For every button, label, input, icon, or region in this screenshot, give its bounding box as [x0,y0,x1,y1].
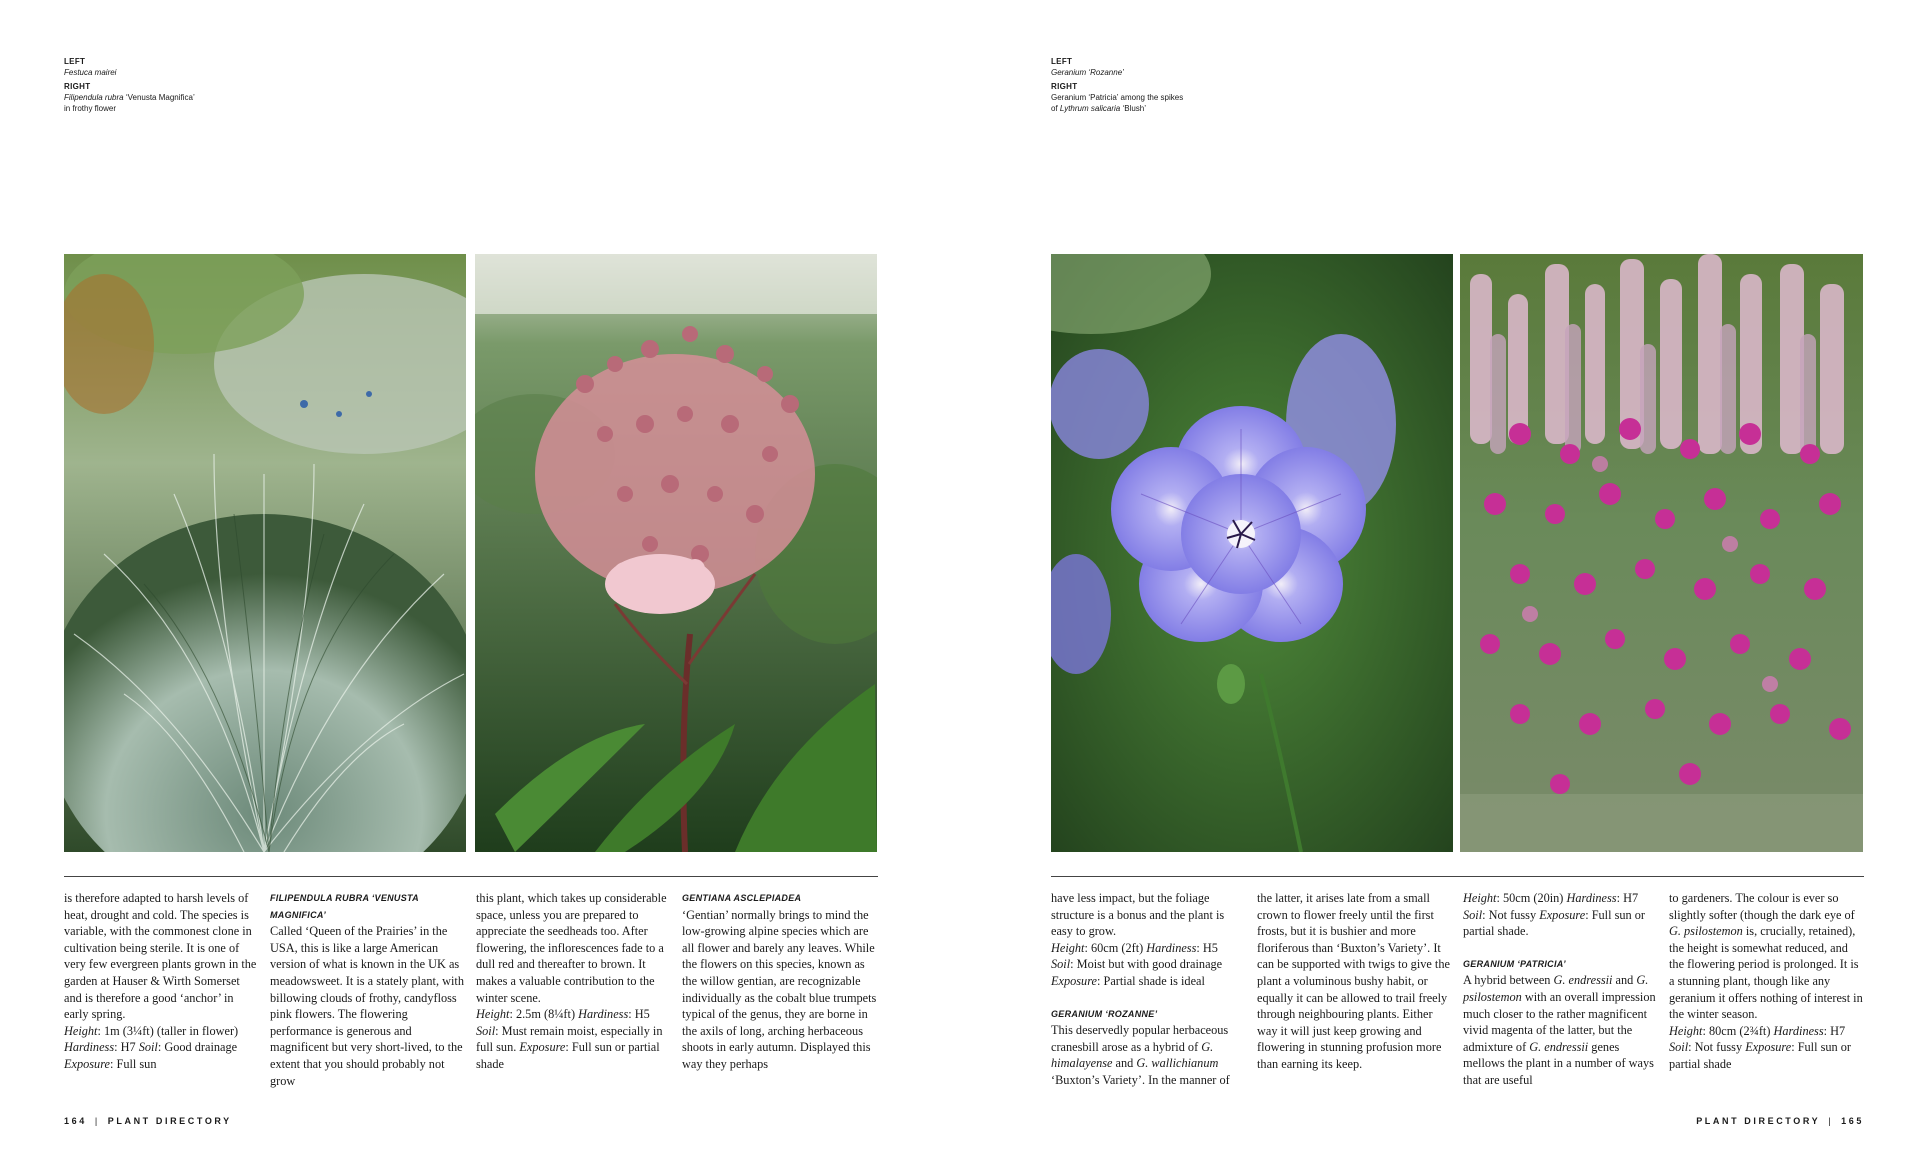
festuca-illustration [64,254,466,852]
patricia-body: A hybrid between G. endressii and G. psilostemon with an overall impression much closer to the rather magnificent vivid magenta of the latter, but the admixture of G. endressii genes mellows the plant in a number of ways that are useful [1463,973,1656,1087]
filipendula-heading: FILIPENDULA RUBRA ‘VENUSTA MAGNIFICA’ [270,893,419,920]
left-page-captions [64,56,195,117]
photo-geranium-rozanne [1051,254,1453,852]
left-col-2 [270,890,466,1089]
right-page [960,0,1920,1173]
filipendula-body-cont: this plant, which takes up considerable space, unless you are prepared to appreciate the seedheads too. After flowering, the inflorescences fade to a dull red and thereafter to brown. It makes a valuable contribution to the winter scene. [476,891,667,1005]
left-folio: 164 | PLANT DIRECTORY [64,1116,232,1126]
patricia-heading: GERANIUM ‘PATRICIA’ [1463,958,1566,969]
right-col-1 [1051,890,1247,1089]
photo-festuca [64,254,466,852]
right-col-4 [1669,890,1865,1073]
gentiana-specs: Height: 60cm (2ft) Hardiness: H5 Soil: Moist but with good drainage Exposure: Partial shade is ideal [1051,940,1223,988]
right-page-captions [1051,56,1183,117]
rozanne-body: This deservedly popular herbaceous cranesbill arose as a hybrid of G. himalayense and G. wallichianum ‘Buxton’s Variety’. In the manner of [1051,1023,1230,1087]
caption-label-right: RIGHT [1051,82,1078,91]
right-folio: PLANT DIRECTORY | 165 [1696,1116,1864,1126]
rozanne-illustration [1051,254,1453,852]
running-title-left: PLANT DIRECTORY [107,1116,232,1126]
festuca-body: is therefore adapted to harsh levels of heat, drought and cold. The species is variable, with the commonest clone in cultivation being sterile. It is one of very few evergreen plants grown in the garden at Hauser & Wirth Somerset and is therefore a good ‘anchor’ in early spring. [64,891,257,1022]
left-col-1 [64,890,260,1073]
rozanne-specs: Height: 50cm (20in) Hardiness: H7 Soil: Not fussy Exposure: Full sun or partial shade. [1463,891,1645,939]
gentiana-body-cont: have less impact, but the foliage structure is a bonus and the plant is easy to grow. [1051,891,1225,939]
caption-text-right: Geranium ‘Patricia’ among the spikes of Lythrum salicaria ‘Blush’ [1051,93,1184,113]
caption-text-left: Festuca mairei [64,68,117,77]
right-col-3 [1463,890,1659,1089]
filipendula-specs: Height: 2.5m (8¼ft) Hardiness: H5 Soil: Must remain moist, especially in full sun. Exposure: Full sun or partial shade [476,1007,663,1071]
festuca-specs: Height: 1m (3¼ft) (taller in flower) Hardiness: H7 Soil: Good drainage Exposure: Full sun [64,1023,239,1071]
patricia-illustration [1460,254,1863,852]
photo-geranium-patricia [1460,254,1863,852]
page-number-165: 165 [1841,1116,1864,1126]
filipendula-body: Called ‘Queen of the Prairies’ in the USA, this is like a large American version of what is known in the UK as meadowsweet. It is a stately plant, with billowing clouds of frothy, candyfloss pink flowers. The flowering performance is generous and magnificent but very short-lived, to the extent that you should probably not grow [270,924,464,1088]
patricia-specs: Height: 80cm (2¾ft) Hardiness: H7 Soil: Not fussy Exposure: Full sun or partial shade [1669,1023,1851,1071]
patricia-body-cont: to gardeners. The colour is ever so slightly softer (though the dark eye of G. psilostemon is, crucially, retained), the height is somewhat reduced, and the flowering period is prolonged. It is a stunning plant, though like any geranium it offers nothing of interest in the winter season. [1669,891,1863,1022]
running-title-right: PLANT DIRECTORY [1696,1116,1821,1126]
caption-label-left: LEFT [1051,57,1073,66]
rozanne-body-cont: the latter, it arises late from a small crown to flower freely until the first frosts, but it is bushier and more floriferous than ‘Buxton’s Variety’. It can be supported with twigs to give the plant a voluminous bushy habit, or equally it can be allowed to trail freely through neighbouring plants. Either way it will just keep growing and flowering in stunning profusion more than earning its keep. [1257,891,1450,1071]
right-col-2 [1257,890,1453,1073]
caption-label-right: RIGHT [64,82,91,91]
caption-text-left: Geranium ‘Rozanne’ [1051,68,1124,77]
caption-label-left: LEFT [64,57,86,66]
filipendula-illustration [475,254,877,852]
left-page-rule [64,876,878,877]
caption-text-right: Filipendula rubra ‘Venusta Magnifica’ in frothy flower [64,93,195,113]
photo-filipendula [475,254,877,852]
rozanne-heading: GERANIUM ‘ROZANNE’ [1051,1008,1158,1019]
gentiana-heading: GENTIANA ASCLEPIADEA [682,893,802,903]
left-col-3 [476,890,672,1073]
page-number-164: 164 [64,1116,87,1126]
gentiana-body: ‘Gentian’ normally brings to mind the low-growing alpine species which are all flower and barely any leaves. While the flowers on this species, known as the willow gentian, are recognizable individually as the cobalt blue trumpets typical of the genus, they are borne in the axils of long, arching herbaceous shoots in early autumn. Displayed this way they perhaps [682,907,877,1071]
right-page-rule [1051,876,1864,877]
left-col-4 [682,890,878,1073]
